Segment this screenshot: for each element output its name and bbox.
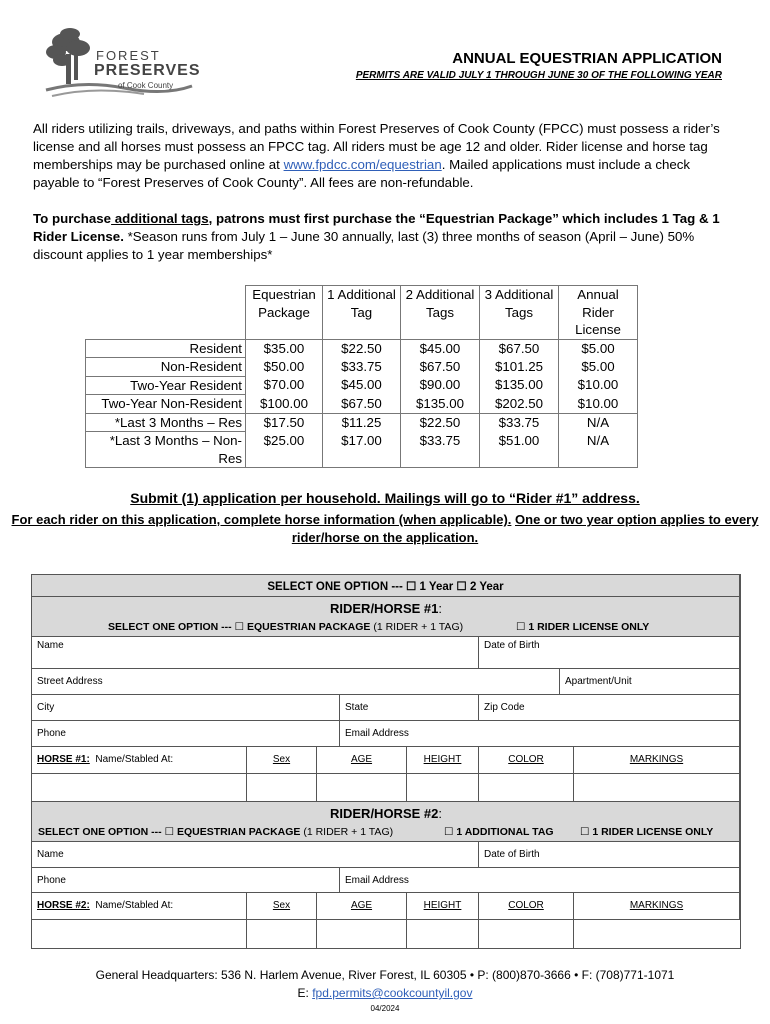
fee-row-label: Two-Year Resident [86,376,246,395]
horse-1-markings-input[interactable] [574,774,740,802]
intro-text-1: All riders utilizing trails, driveways, and paths within Forest Preserves of Cook County (FPCC) must possess a rider’s license and all horses must possess an FPCC tag. All riders must be age 12 and older. Rider license and horse tag memberships may be purchased online at [33,121,720,172]
fee-value: N/A [559,413,638,432]
purchase-bold-prefix: To purchase [33,211,112,226]
footer-email-line: E: fpd.permits@cookcountyil.gov [297,986,473,1000]
footer-date: 04/2024 [370,1004,400,1013]
horse-1-height-header: HEIGHT [407,747,479,774]
r1-state-field[interactable]: State [340,695,479,721]
fee-row-label: Two-Year Non-Resident [86,395,246,414]
checkbox-r2-additional-tag[interactable]: ☐ [444,826,454,838]
horse-1-name-header: HORSE #1: Name/Stabled At: [32,747,247,774]
fee-value: $10.00 [559,395,638,414]
horse-2-age-header: AGE [317,893,407,920]
horse-2-name-input[interactable] [32,920,247,948]
rider-1-options: SELECT ONE OPTION --- ☐ EQUESTRIAN PACKAGE (1 RIDER + 1 TAG) [108,621,464,633]
fee-value: $45.00 [401,339,480,358]
horse-1-sex-input[interactable] [247,774,317,802]
r1-street-field[interactable]: Street Address [32,669,560,695]
horse-1-markings-header: MARKINGS [574,747,740,774]
footer-address: General Headquarters: 536 N. Harlem Avenue, River Forest, IL 60305 • P: (800)870-3666 • F: (708)771-1071 [95,968,675,982]
page-subtitle: PERMITS ARE VALID JULY 1 THROUGH JUNE 30 OF THE FOLLOWING YEAR [355,70,722,81]
r1-zip-field[interactable]: Zip Code [479,695,740,721]
horse-2-markings-input[interactable] [574,920,740,948]
rider-instructions [0,511,770,547]
logo-text-cook-county: of Cook County [118,81,174,90]
purchase-bold-underlined: additional tags [111,211,209,226]
fee-value: $90.00 [401,376,480,395]
horse-1-sex-header: Sex [247,747,317,774]
logo-text-preserves: PRESERVES [94,62,201,79]
fee-row [86,376,638,395]
fee-value: $33.75 [480,413,559,432]
intro-paragraph [33,120,733,192]
fee-row [86,358,638,377]
rider-2-options: SELECT ONE OPTION --- ☐ EQUESTRIAN PACKAGE (1 RIDER + 1 TAG) [38,826,394,838]
fee-value: $51.00 [480,432,559,468]
fee-value: N/A [559,432,638,468]
equestrian-link[interactable]: www.fpdcc.com/equestrian [283,157,442,172]
fee-header: 2 Additional Tags [401,286,480,340]
year-option-row [32,575,740,597]
fee-value: $33.75 [401,432,480,468]
fee-value: $67.50 [323,395,401,414]
r2-email-field[interactable]: Email Address [340,868,740,893]
fee-row [86,339,638,358]
fee-value: $10.00 [559,376,638,395]
r1-name-field[interactable]: Name [32,637,479,669]
fee-row-label: Resident [86,339,246,358]
r1-dob-field[interactable]: Date of Birth [479,637,740,669]
horse-2-height-input[interactable] [407,920,479,948]
fee-value: $33.75 [323,358,401,377]
horse-2-name-header: HORSE #2: Name/Stabled At: [32,893,247,920]
horse-1-name-input[interactable] [32,774,247,802]
fee-header: 3 Additional Tags [480,286,559,340]
rider-instructions-part2: One or two year option applies to every rider/horse on the application. [291,512,759,545]
logo-text-forest: FOREST [96,48,161,63]
fee-table-corner [86,286,246,340]
fee-row-label: Non-Resident [86,358,246,377]
option-1-year-label: 1 Year [419,581,454,593]
horse-1-color-header: COLOR [479,747,574,774]
horse-1-age-input[interactable] [317,774,407,802]
rider-1-license-option: ☐ 1 RIDER LICENSE ONLY [516,621,650,633]
fee-row-label: *Last 3 Months – Res [86,413,246,432]
purchase-paragraph [33,210,733,264]
horse-2-age-input[interactable] [317,920,407,948]
submit-notice: Submit (1) application per household. Mailings will go to “Rider #1” address. [130,490,640,506]
r2-phone-field[interactable]: Phone [32,868,340,893]
fee-row [86,413,638,432]
fee-value: $101.25 [480,358,559,377]
fee-value: $135.00 [401,395,480,414]
fee-value: $22.50 [401,413,480,432]
fee-value: $67.50 [480,339,559,358]
fee-value: $45.00 [323,376,401,395]
fee-row-label: *Last 3 Months – Non-Res [86,432,246,468]
intro-text-2: . Mailed applications must include a check payable to “Forest Preserves of Cook County”. All fees are non-refundable. [33,157,691,190]
checkbox-r2-license[interactable]: ☐ [580,826,590,838]
horse-1-height-input[interactable] [407,774,479,802]
forest-preserves-logo [44,24,201,100]
fee-value: $22.50 [323,339,401,358]
r1-city-field[interactable]: City [32,695,340,721]
horse-1-age-header: AGE [317,747,407,774]
fee-value: $11.25 [323,413,401,432]
horse-2-markings-header: MARKINGS [574,893,740,920]
horse-2-height-header: HEIGHT [407,893,479,920]
fee-value: $5.00 [559,358,638,377]
horse-2-color-input[interactable] [479,920,574,948]
fee-row [86,432,638,468]
rider-2-title: RIDER/HORSE #2: [330,806,442,821]
checkbox-r1-package[interactable]: ☐ [234,621,245,633]
horse-2-sex-header: Sex [247,893,317,920]
purchase-season-note: *Season runs from July 1 – June 30 annually, last (3) three months of season (April – June) 50% discount applies to 1 year memberships* [33,229,695,262]
checkbox-1-year[interactable]: ☐ [406,581,417,593]
page-title: ANNUAL EQUESTRIAN APPLICATION [452,50,722,67]
fee-value: $202.50 [480,395,559,414]
fee-header: 1 Additional Tag [323,286,401,340]
r1-apartment-field[interactable]: Apartment/Unit [560,669,740,695]
fee-value: $25.00 [246,432,323,468]
r2-name-field[interactable]: Name [32,842,479,868]
footer-email-link[interactable]: fpd.permits@cookcountyil.gov [312,986,473,1000]
option-2-year-label: 2 Year [469,581,504,593]
fee-value: $17.00 [323,432,401,468]
rider-instructions-part1: For each rider on this application, complete horse information (when applicable). [11,512,512,527]
r1-email-field[interactable]: Email Address [340,721,740,747]
horse-2-sex-input[interactable] [247,920,317,948]
fee-value: $100.00 [246,395,323,414]
checkbox-r2-package[interactable]: ☐ [164,826,175,838]
fee-table [85,285,638,468]
r1-phone-field[interactable]: Phone [32,721,340,747]
fee-value: $135.00 [480,376,559,395]
fee-value: $50.00 [246,358,323,377]
horse-1-color-input[interactable] [479,774,574,802]
rider-1-header [32,597,740,637]
horse-2-color-header: COLOR [479,893,574,920]
r2-dob-field[interactable]: Date of Birth [479,842,740,868]
fee-value: $17.50 [246,413,323,432]
checkbox-2-year[interactable]: ☐ [456,581,467,593]
checkbox-r1-license[interactable]: ☐ [516,621,526,633]
fee-header: Annual Rider License [559,286,638,340]
fee-value: $70.00 [246,376,323,395]
rider-2-header [32,802,740,842]
fee-value: $35.00 [246,339,323,358]
purchase-bold-rest: , patrons must first purchase the “Equestrian Package” which includes 1 Tag & 1 Rider License. [33,211,720,244]
fee-header: Equestrian Package [246,286,323,340]
select-option-label: SELECT ONE OPTION --- [267,581,403,593]
application-form [31,574,741,949]
fee-row [86,395,638,414]
rider-2-additional-tag-option: ☐ 1 ADDITIONAL TAG [444,826,554,838]
rider-1-title: RIDER/HORSE #1: [330,601,442,616]
rider-2-license-option: ☐ 1 RIDER LICENSE ONLY [580,826,714,838]
fee-value: $67.50 [401,358,480,377]
fee-value: $5.00 [559,339,638,358]
